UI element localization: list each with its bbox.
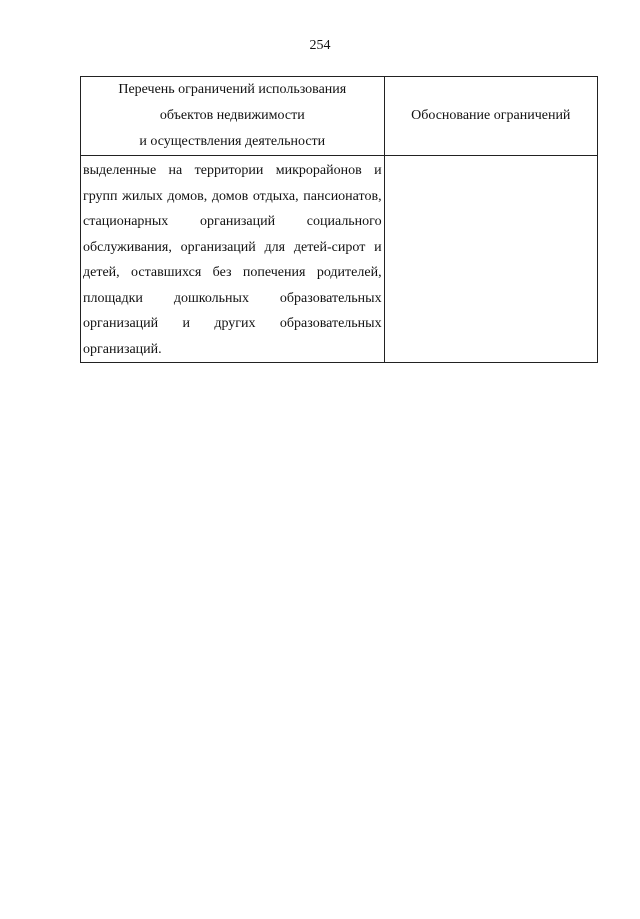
text-line: организаций и других образовательных [83, 316, 382, 331]
text-line: площадки дошкольных образовательных [83, 290, 382, 306]
text-line: стационарных организаций социального [83, 214, 382, 229]
page-number: 254 [309, 38, 331, 53]
justification-cell [384, 156, 597, 363]
text-line: выделенные на территории микрорайонов и [83, 163, 382, 178]
text-line: детей, оставшихся без попечения родителей, [83, 265, 382, 280]
header-restrictions-list [81, 77, 385, 156]
text-line: обслуживания, организаций для детей-сирот и [83, 239, 382, 255]
text-line: групп жилых домов, домов отдыха, пансионатов, [83, 188, 382, 204]
table-header-row [81, 77, 598, 156]
restrictions-table [80, 76, 598, 363]
table-row [81, 156, 598, 363]
text-line: организаций. [83, 341, 162, 357]
restrictions-cell [81, 156, 385, 363]
header-line: объектов недвижимости [159, 108, 305, 123]
header-line: Перечень ограничений использования [118, 82, 347, 97]
header-line: и осуществления деятельности [139, 134, 326, 149]
header-justification: Обоснование ограничений [384, 77, 597, 156]
